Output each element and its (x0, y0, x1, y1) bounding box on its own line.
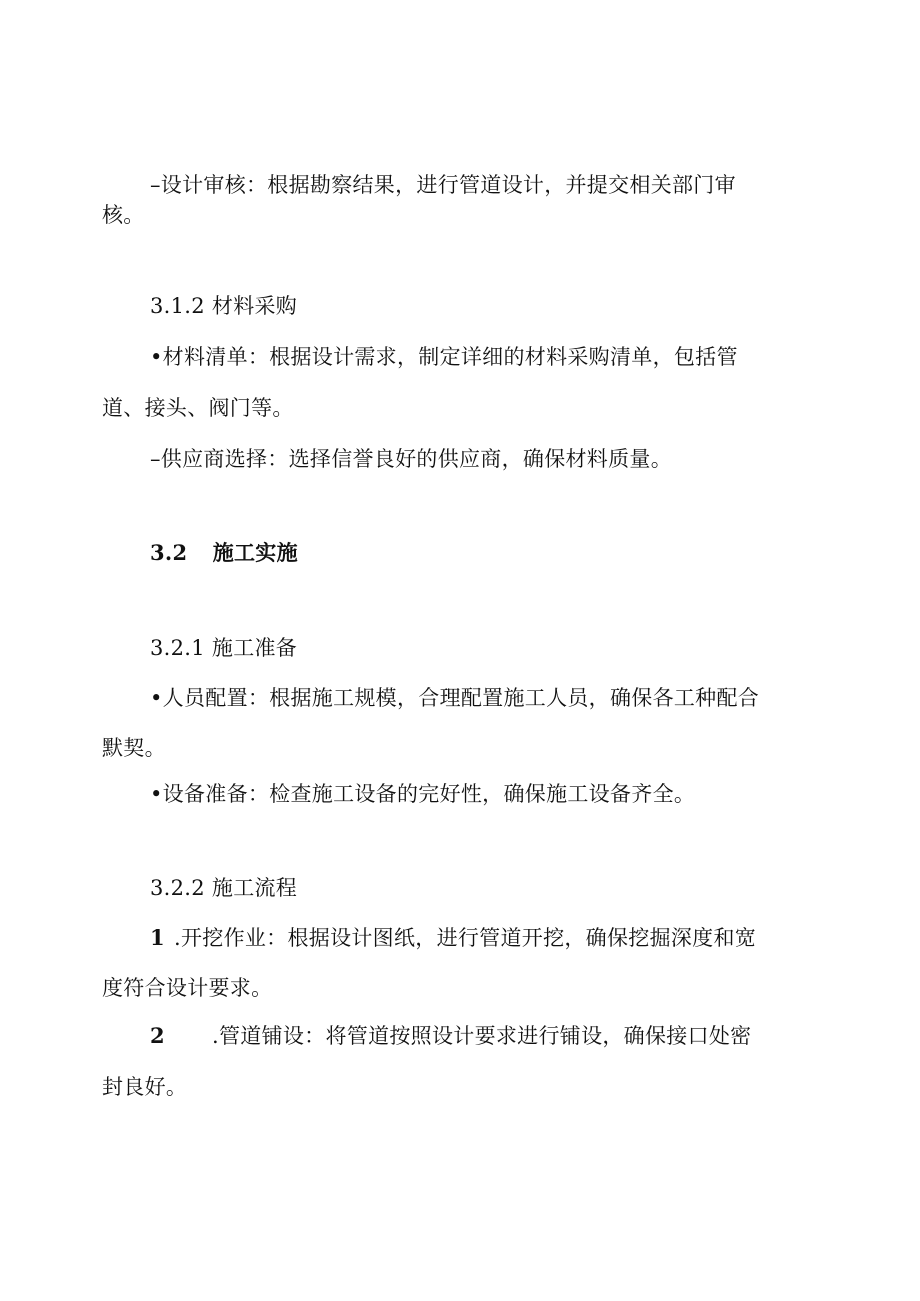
design-review-line-1: –设计审核：根据勘察结果，进行管道设计，并提交相关部门审 (150, 173, 736, 197)
pipe-laying-line-2: 封良好。 (102, 1075, 188, 1099)
design-review-line-2: 核。 (102, 203, 145, 227)
staffing-line-2: 默契。 (102, 736, 166, 760)
section-3-1-2-heading: 3.1.2 材料采购 (150, 294, 298, 318)
list-item-pipe-laying (150, 1022, 751, 1050)
section-3-2-2-heading: 3.2.2 施工流程 (150, 876, 298, 900)
list-item-number: 1 (150, 925, 165, 950)
staffing-line-1: •人员配置：根据施工规模，合理配置施工人员，确保各工种配合 (150, 686, 760, 710)
supplier-selection-line: –供应商选择：选择信誉良好的供应商，确保材料质量。 (150, 447, 672, 471)
list-item-text: .开挖作业：根据设计图纸，进行管道开挖，确保挖掘深度和宽 (174, 926, 757, 950)
section-3-2-1-heading: 3.2.1 施工准备 (150, 636, 298, 660)
section-3-2-title: 施工实施 (212, 540, 298, 565)
material-list-line-2: 道、接头、阀门等。 (102, 396, 294, 420)
list-item-text: .管道铺设：将管道按照设计要求进行铺设，确保接口处密 (212, 1024, 752, 1048)
section-3-2-number: 3.2 (150, 540, 188, 565)
section-3-2-heading (150, 539, 298, 567)
material-list-line-1: •材料清单：根据设计需求，制定详细的材料采购清单，包括管 (150, 345, 738, 369)
list-item-number: 2 (150, 1023, 165, 1048)
excavation-line-2: 度符合设计要求。 (102, 976, 273, 1000)
equipment-prep-line: •设备准备：检查施工设备的完好性，确保施工设备齐全。 (150, 782, 696, 806)
list-item-excavation (150, 924, 756, 952)
